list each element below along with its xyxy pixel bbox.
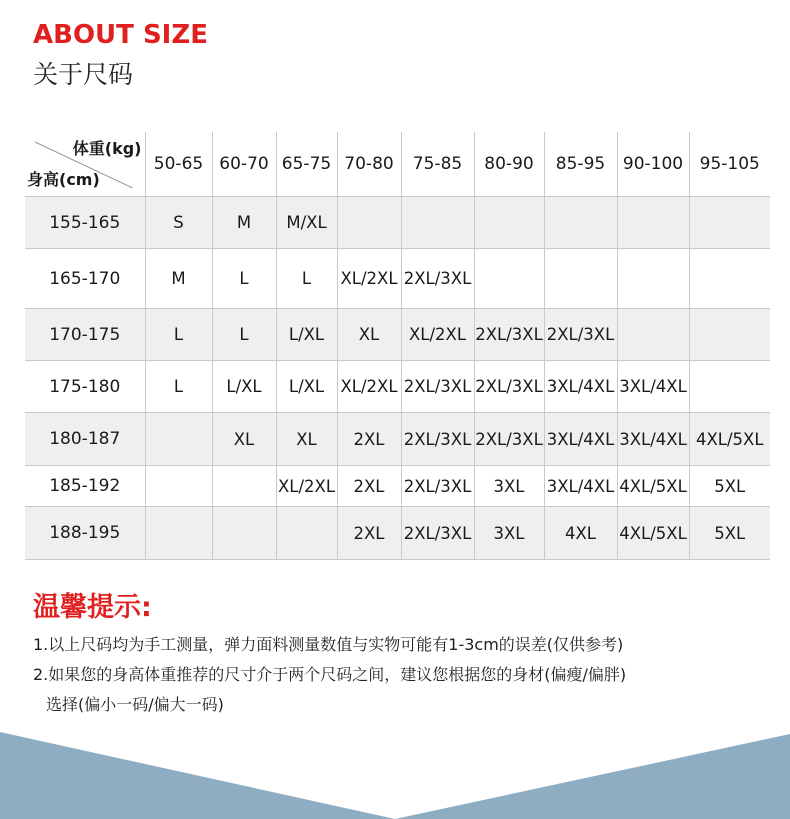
size-cell: 2XL/3XL xyxy=(401,413,474,466)
size-cell: 3XL/4XL xyxy=(544,466,617,507)
size-cell: L/XL xyxy=(212,361,276,413)
size-cell: L/XL xyxy=(276,309,337,361)
height-axis-label: 身高(cm) xyxy=(27,170,100,189)
size-cell: XL xyxy=(337,309,401,361)
size-cell: S xyxy=(145,197,212,249)
size-cell: 3XL/4XL xyxy=(544,361,617,413)
size-cell: M/XL xyxy=(276,197,337,249)
size-cell xyxy=(617,309,689,361)
row-height-label: 180-187 xyxy=(49,429,121,449)
size-cell: 2XL xyxy=(337,466,401,507)
size-cell xyxy=(145,466,212,507)
column-header: 75-85 xyxy=(401,132,474,197)
size-cell: 3XL xyxy=(474,466,544,507)
size-cell xyxy=(544,249,617,309)
tip-line-1: 1.以上尺码均为手工测量，弹力面料测量数值与实物可能有1-3cm的误差(仅供参考) xyxy=(33,635,624,654)
size-cell xyxy=(689,197,770,249)
size-cell xyxy=(337,197,401,249)
size-cell xyxy=(145,413,212,466)
size-cell: 3XL/4XL xyxy=(617,361,689,413)
corner-header-cell xyxy=(25,132,145,197)
size-cell xyxy=(689,361,770,413)
column-header: 60-70 xyxy=(212,132,276,197)
table-row xyxy=(25,413,770,466)
tip-line-2: 2.如果您的身高体重推荐的尺寸介于两个尺码之间，建议您根据您的身材(偏瘦/偏胖) xyxy=(33,665,627,684)
size-cell: 4XL xyxy=(544,507,617,560)
size-cell: 2XL/3XL xyxy=(474,361,544,413)
column-header: 70-80 xyxy=(337,132,401,197)
column-header: 95-105 xyxy=(689,132,770,197)
size-cell xyxy=(212,507,276,560)
size-cell xyxy=(145,507,212,560)
row-height-label: 155-165 xyxy=(49,212,121,233)
row-height-label: 188-195 xyxy=(49,523,121,543)
size-cell: 2XL/3XL xyxy=(401,507,474,560)
column-header: 80-90 xyxy=(474,132,544,197)
size-cell: 2XL/3XL xyxy=(401,361,474,413)
size-cell: L xyxy=(145,361,212,413)
size-cell: L xyxy=(276,249,337,309)
weight-axis-label: 体重(kg) xyxy=(72,139,142,158)
tips-title: 温馨提示: xyxy=(33,592,152,623)
size-cell: 2XL xyxy=(337,507,401,560)
size-cell: 2XL xyxy=(337,413,401,466)
column-header: 85-95 xyxy=(544,132,617,197)
size-cell: XL xyxy=(212,413,276,466)
size-cell: M xyxy=(145,249,212,309)
size-cell xyxy=(401,197,474,249)
size-cell: 2XL/3XL xyxy=(401,466,474,507)
size-cell: 2XL/3XL xyxy=(401,249,474,309)
size-cell: XL/2XL xyxy=(337,249,401,309)
size-cell: 2XL/3XL xyxy=(474,309,544,361)
size-cell: L xyxy=(145,309,212,361)
row-height-label: 175-180 xyxy=(49,376,121,397)
table-row xyxy=(25,249,770,309)
size-cell: 2XL/3XL xyxy=(474,413,544,466)
size-cell xyxy=(617,197,689,249)
title-english: ABOUT SIZE xyxy=(33,20,208,50)
row-height-label: 165-170 xyxy=(49,268,121,289)
column-header: 65-75 xyxy=(276,132,337,197)
size-cell xyxy=(689,309,770,361)
size-cell: XL/2XL xyxy=(401,309,474,361)
size-cell: 5XL xyxy=(689,507,770,560)
size-cell: L xyxy=(212,309,276,361)
row-height-label: 185-192 xyxy=(49,476,121,496)
size-cell xyxy=(474,249,544,309)
size-cell: 4XL/5XL xyxy=(689,413,770,466)
size-cell: M xyxy=(212,197,276,249)
size-cell xyxy=(617,249,689,309)
table-row xyxy=(25,197,770,249)
table-row xyxy=(25,361,770,413)
size-cell: L/XL xyxy=(276,361,337,413)
size-cell: L xyxy=(212,249,276,309)
size-cell: 2XL/3XL xyxy=(544,309,617,361)
size-cell: XL/2XL xyxy=(337,361,401,413)
size-cell: 3XL/4XL xyxy=(617,413,689,466)
size-cell: XL xyxy=(276,413,337,466)
column-header: 90-100 xyxy=(617,132,689,197)
size-cell: 3XL xyxy=(474,507,544,560)
size-cell: 4XL/5XL xyxy=(617,507,689,560)
size-cell: 5XL xyxy=(689,466,770,507)
column-header: 50-65 xyxy=(145,132,212,197)
table-row xyxy=(25,309,770,361)
size-cell xyxy=(544,197,617,249)
size-cell xyxy=(276,507,337,560)
size-cell xyxy=(212,466,276,507)
table-row xyxy=(25,507,770,560)
size-cell: 3XL/4XL xyxy=(544,413,617,466)
tip-line-3: 选择(偏小一码/偏大一码) xyxy=(46,695,224,714)
size-chart-table xyxy=(25,132,770,560)
title-chinese: 关于尺码 xyxy=(33,60,134,89)
header-row xyxy=(25,132,770,197)
size-cell xyxy=(474,197,544,249)
size-cell: XL/2XL xyxy=(276,466,337,507)
table-row xyxy=(25,466,770,507)
size-cell: 4XL/5XL xyxy=(617,466,689,507)
size-cell xyxy=(689,249,770,309)
row-height-label: 170-175 xyxy=(49,324,121,345)
